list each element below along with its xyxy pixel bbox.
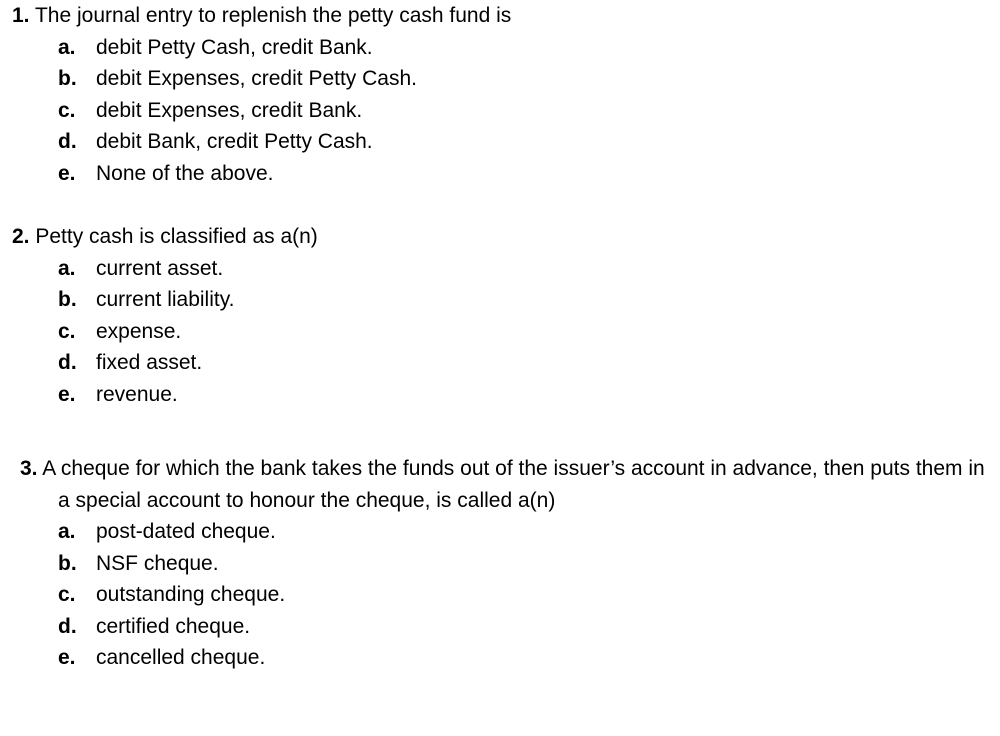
option-letter: b.	[58, 288, 77, 311]
option-c	[0, 95, 990, 127]
option-letter: b.	[58, 67, 77, 90]
option-d	[0, 126, 990, 158]
option-list	[0, 32, 990, 190]
question-number: 2.	[12, 225, 30, 248]
question-1	[0, 0, 990, 189]
option-letter: c.	[58, 319, 76, 343]
option-letter: d.	[58, 130, 77, 153]
option-list	[0, 253, 990, 411]
option-e	[0, 158, 990, 190]
question-stem	[0, 453, 998, 516]
option-list	[0, 516, 990, 674]
question-number: 1.	[12, 4, 30, 27]
option-text: revenue.	[96, 382, 178, 406]
question-stem	[0, 221, 990, 253]
option-text: expense.	[96, 319, 182, 343]
option-text: debit Bank, credit Petty Cash.	[96, 130, 373, 153]
option-letter: a.	[58, 256, 76, 280]
option-a	[0, 253, 990, 285]
option-letter: a.	[58, 520, 76, 543]
option-text: NSF cheque.	[96, 551, 219, 575]
question-text: Petty cash is classified as a(n)	[35, 225, 318, 248]
option-letter: e.	[58, 646, 76, 669]
option-e	[0, 379, 990, 411]
option-letter: a.	[58, 35, 76, 59]
question-text: The journal entry to replenish the petty cash fund is	[34, 4, 512, 27]
option-letter: c.	[58, 583, 76, 606]
option-c	[0, 316, 990, 348]
option-text: certified cheque.	[96, 614, 251, 638]
option-d	[0, 611, 990, 643]
question-stem	[0, 0, 990, 32]
option-letter: d.	[58, 614, 77, 638]
option-text: debit Expenses, credit Bank.	[96, 98, 363, 122]
option-text: current liability.	[96, 288, 235, 311]
option-d	[0, 347, 990, 379]
option-text: outstanding cheque.	[96, 583, 286, 606]
question-text: A cheque for which the bank takes the funds out of the issuer’s account in advance, then puts them in a special account to honour the cheque, is called a(n)	[42, 457, 985, 512]
option-letter: e.	[58, 382, 76, 406]
option-letter: b.	[58, 551, 77, 575]
question-2	[0, 221, 990, 410]
option-b	[0, 548, 990, 580]
option-c	[0, 579, 990, 611]
option-text: debit Expenses, credit Petty Cash.	[96, 67, 417, 90]
option-letter: c.	[58, 98, 76, 122]
option-b	[0, 63, 990, 95]
option-a	[0, 516, 990, 548]
option-text: fixed asset.	[96, 351, 203, 374]
option-a	[0, 32, 990, 64]
question-3	[0, 453, 990, 674]
option-text: cancelled cheque.	[96, 646, 266, 669]
option-b	[0, 284, 990, 316]
option-letter: e.	[58, 161, 76, 185]
question-number: 3.	[20, 457, 38, 480]
option-e	[0, 642, 990, 674]
option-letter: d.	[58, 351, 77, 374]
option-text: post-dated cheque.	[96, 520, 276, 543]
option-text: debit Petty Cash, credit Bank.	[96, 35, 373, 59]
option-text: current asset.	[96, 256, 224, 280]
option-text: None of the above.	[96, 161, 274, 185]
